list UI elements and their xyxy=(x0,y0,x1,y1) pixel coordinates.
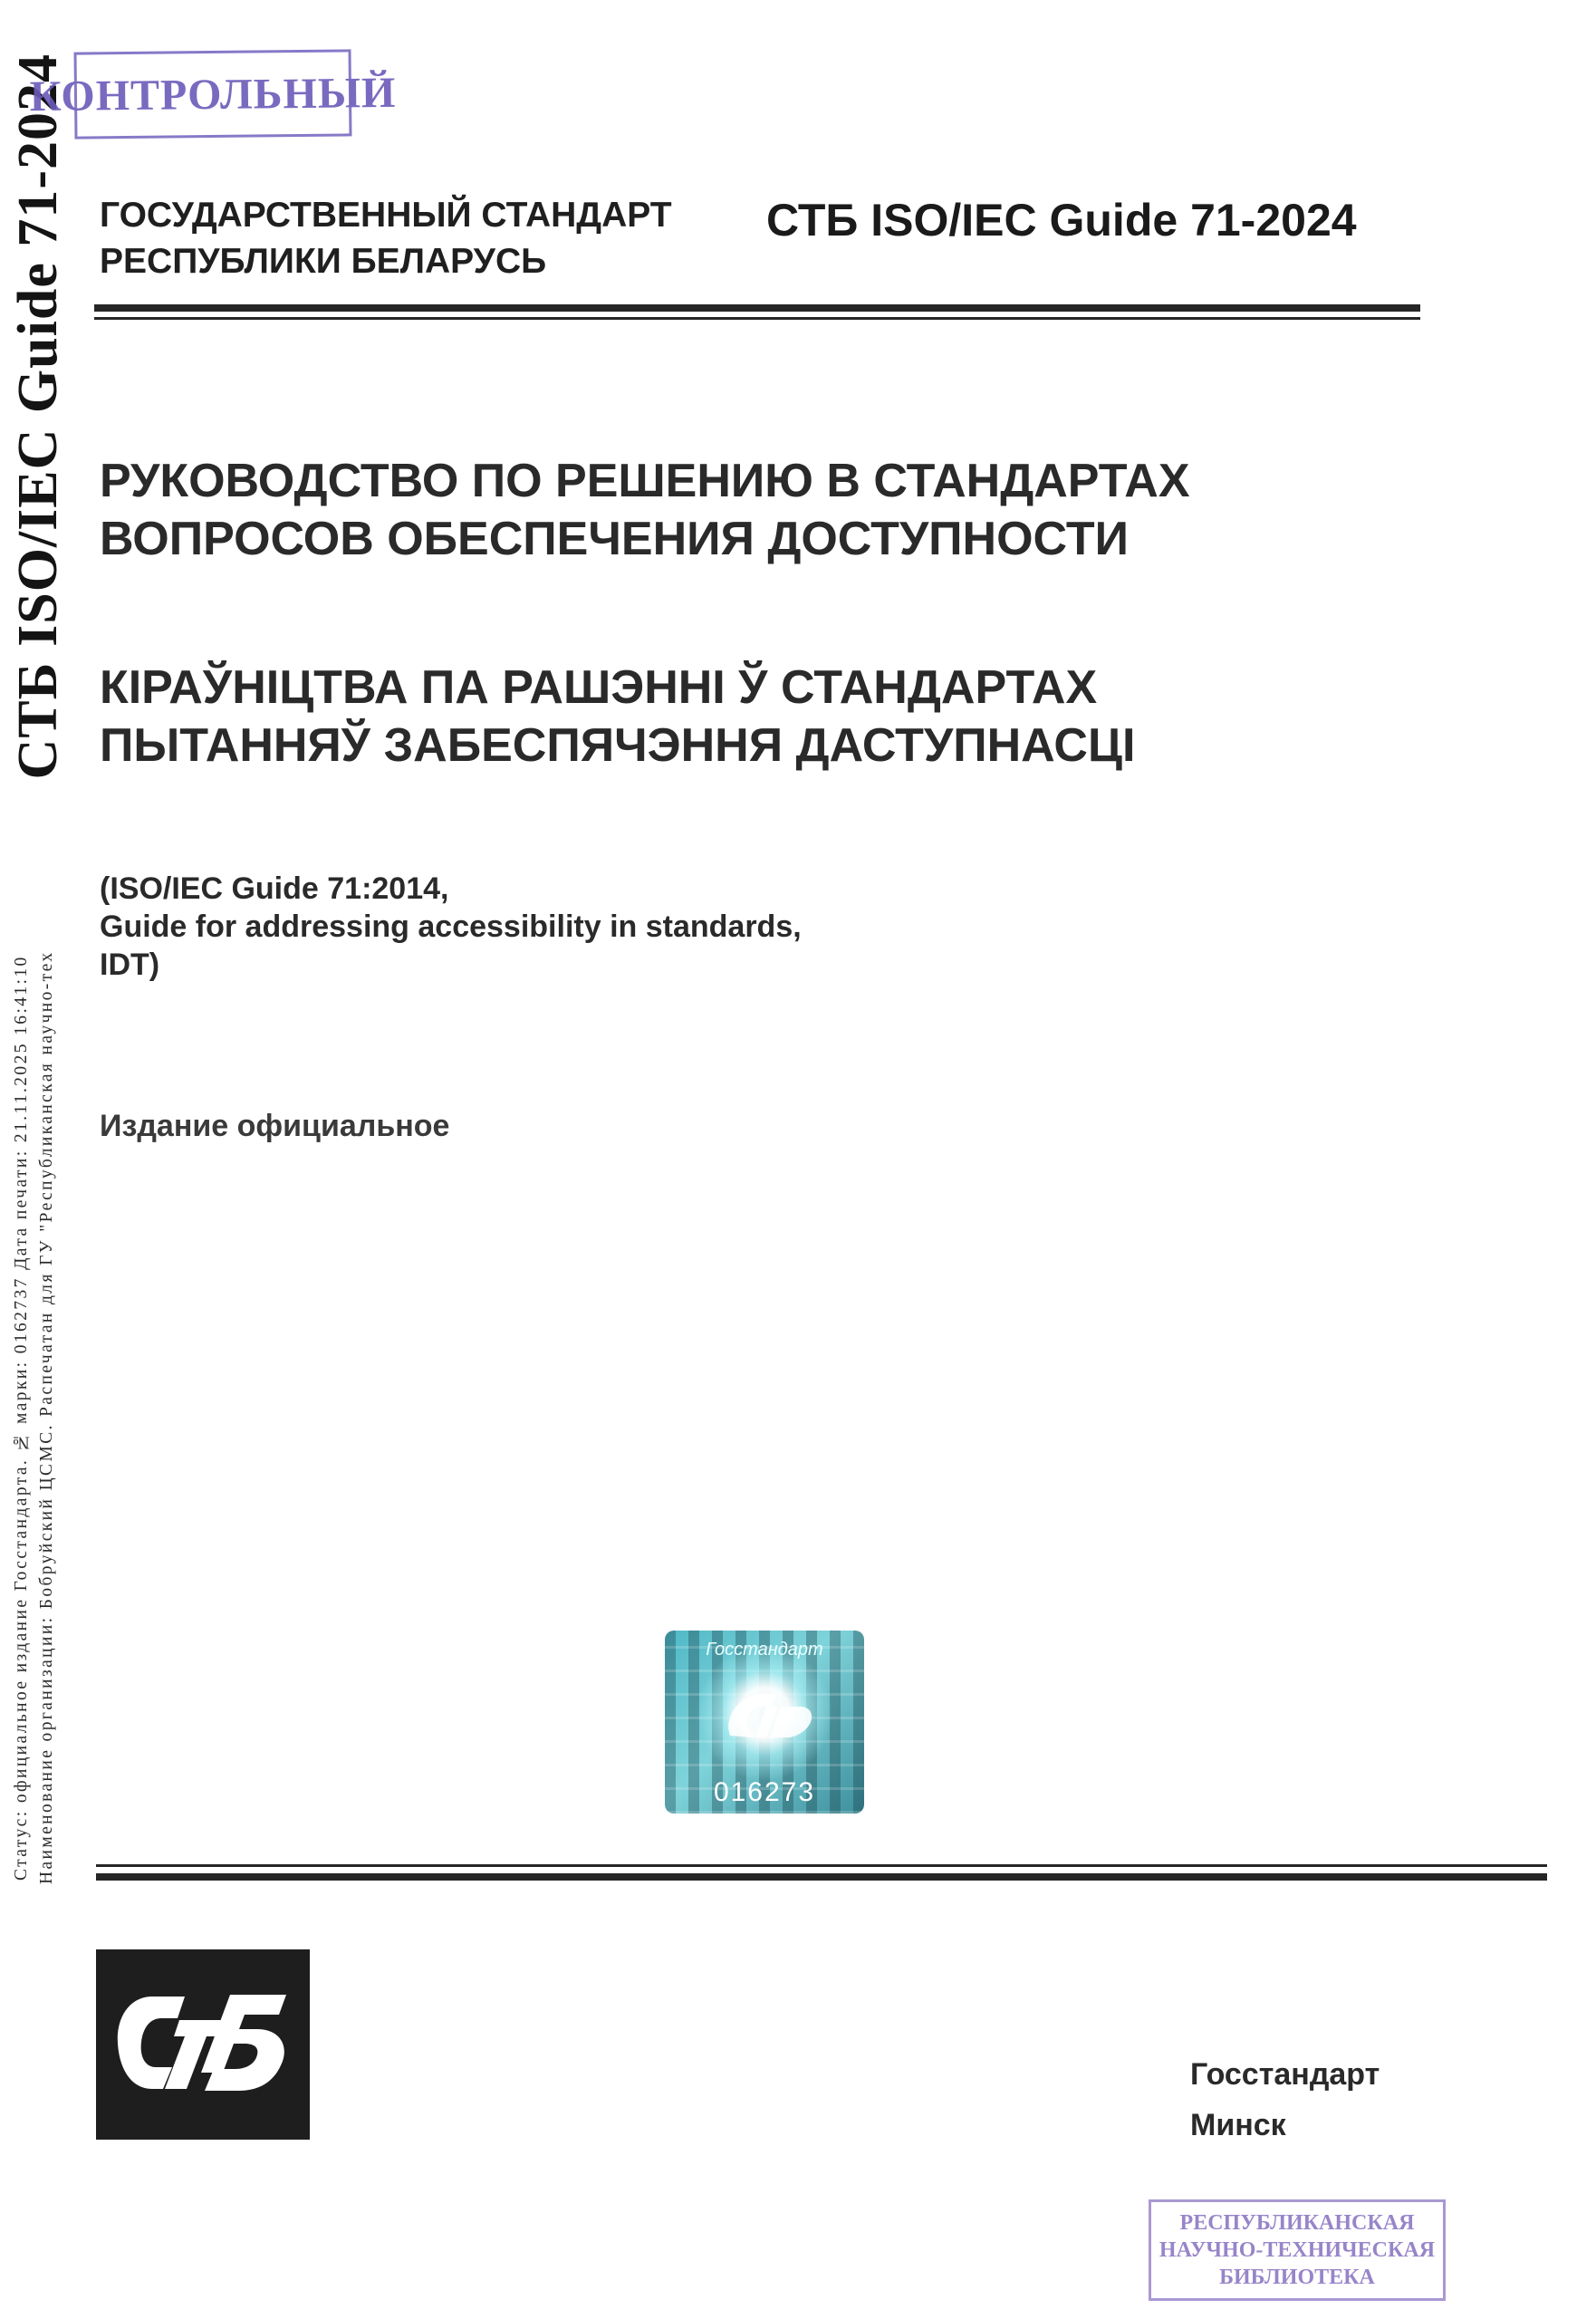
title-russian-line-2: ВОПРОСОВ ОБЕСПЕЧЕНИЯ ДОСТУПНОСТИ xyxy=(100,512,1129,565)
source-line-1: (ISO/IEC Guide 71:2014, xyxy=(100,871,449,906)
title-belarusian xyxy=(100,659,1135,775)
hologram-label: Госстандарт xyxy=(706,1640,823,1660)
spine xyxy=(0,0,91,2319)
control-stamp xyxy=(29,49,397,139)
source-line-3: IDT) xyxy=(100,948,160,983)
spine-print-info xyxy=(7,797,62,2038)
header-rule-thick xyxy=(94,304,1420,312)
title-belarusian-line-2: ПЫТАННЯЎ ЗАБЕСПЯЧЭННЯ ДАСТУПНАСЦІ xyxy=(100,718,1136,772)
issuing-organization xyxy=(100,192,672,285)
title-russian-line-1: РУКОВОДСТВО ПО РЕШЕНИЮ В СТАНДАРТАХ xyxy=(100,455,1190,507)
stb-logo-graphic xyxy=(96,1949,310,2140)
spine-title-box xyxy=(5,53,71,780)
publisher-city: Минск xyxy=(1190,2108,1286,2143)
footer-rule-thin xyxy=(96,1864,1547,1867)
org-line-2: РЕСПУБЛИКИ БЕЛАРУСЬ xyxy=(100,242,547,282)
hologram-mark xyxy=(665,1631,864,1814)
publisher-block xyxy=(1190,2049,1380,2151)
control-stamp-text: КОНТРОЛЬНЫЙ xyxy=(29,68,397,120)
footer-rule-thick xyxy=(96,1873,1547,1881)
spine-title: СТБ ISO/IEC Guide 71-2024 xyxy=(6,53,69,780)
stb-logo-icon xyxy=(96,1949,310,2140)
standard-designation: СТБ ISO/IEC Guide 71-2024 xyxy=(766,195,1357,245)
header-rule-thin xyxy=(94,317,1420,320)
source-reference xyxy=(100,870,802,984)
publisher-name: Госстандарт xyxy=(1190,2057,1380,2092)
library-stamp-line-1: РЕСПУБЛИКАНСКАЯ xyxy=(1179,2211,1415,2235)
spine-meta-line-2: Статус: официальное издание Госстандарта. № марки: 0162737 Дата печати: 21.11.2025 16:41:10 xyxy=(12,955,31,1881)
library-stamp-line-3: БИБЛИОТЕКА xyxy=(1219,2266,1375,2289)
source-line-2: Guide for addressing accessibility in standards, xyxy=(100,909,802,945)
org-line-1: ГОСУДАРСТВЕННЫЙ СТАНДАРТ xyxy=(100,196,672,235)
edition-label: Издание официальное xyxy=(100,1109,450,1143)
library-stamp-line-2: НАУЧНО-ТЕХНИЧЕСКАЯ xyxy=(1159,2238,1436,2262)
title-russian xyxy=(100,453,1190,569)
title-belarusian-line-1: КІРАЎНІЦТВА ПА РАШЭННІ Ў СТАНДАРТАХ xyxy=(100,661,1098,714)
spine-meta-line-1: Наименование организации: Бобруйский ЦСМС. Распечатан для ГУ "Республиканская научно-тех xyxy=(37,950,56,1885)
hologram-number: 016273 xyxy=(713,1777,816,1807)
library-stamp xyxy=(1149,2199,1446,2301)
